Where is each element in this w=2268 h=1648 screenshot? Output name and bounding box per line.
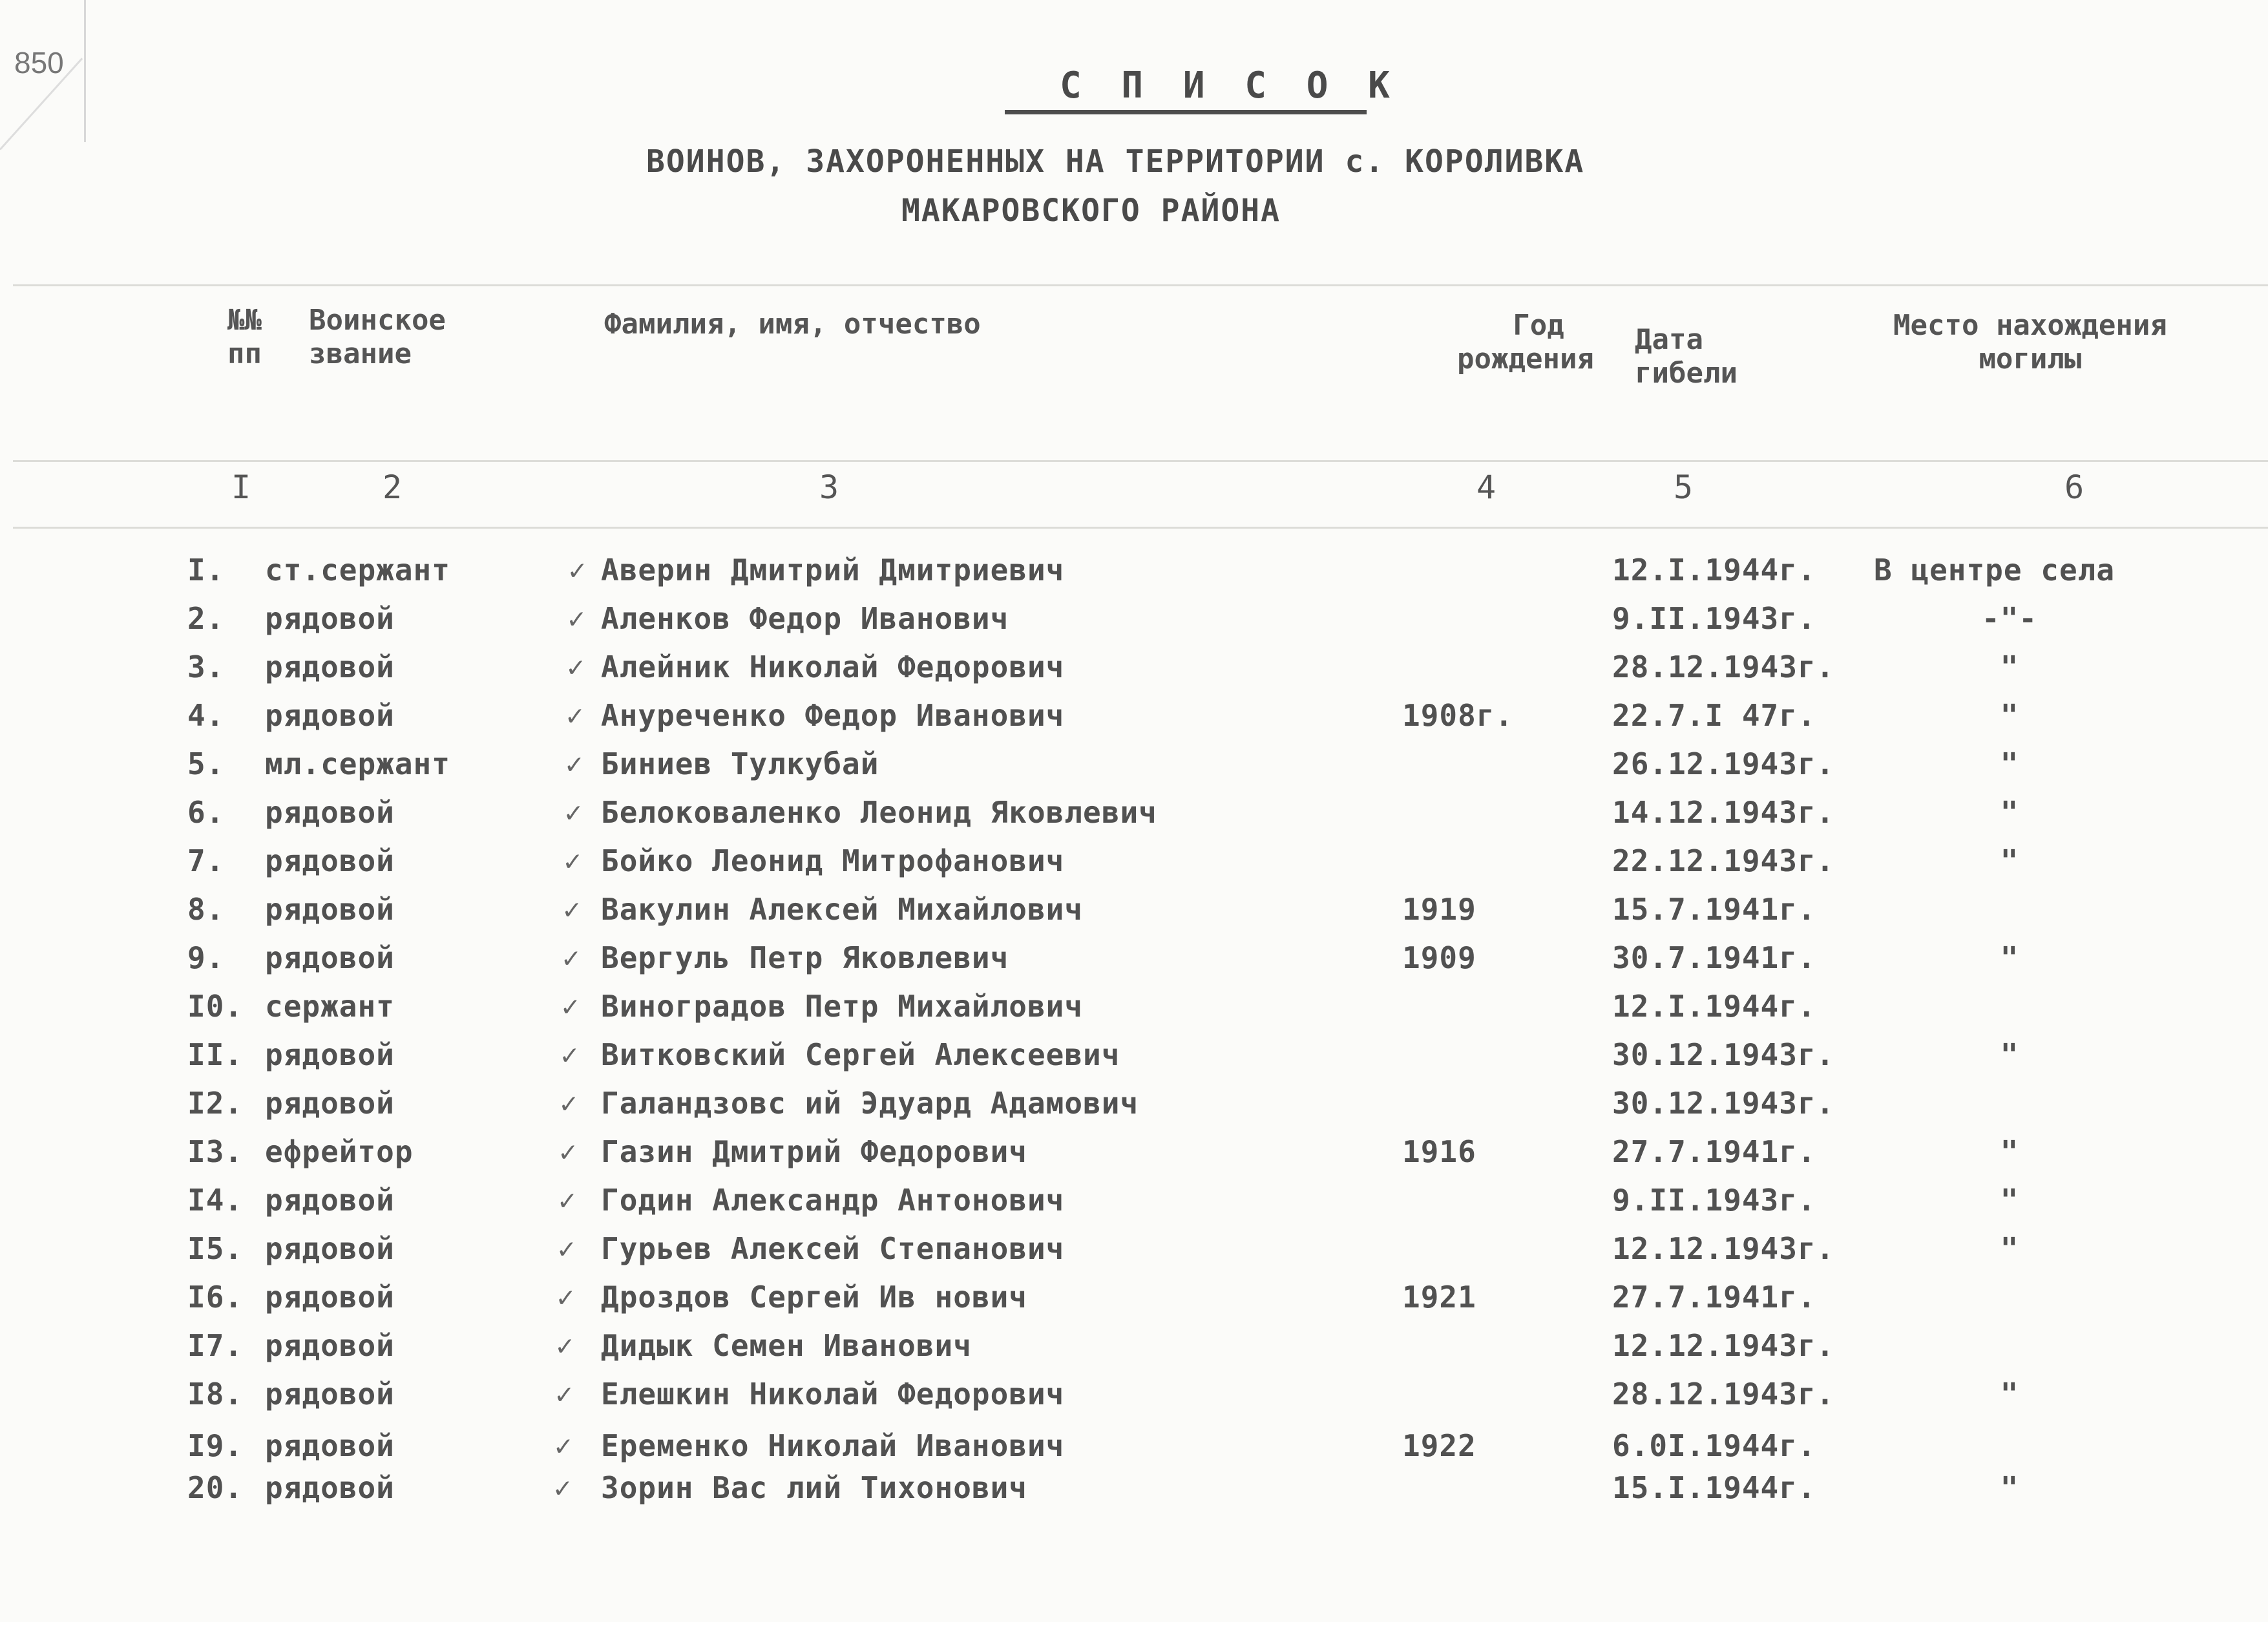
checkmark-icon: ✓	[569, 554, 586, 587]
row-rank: рядовой	[265, 650, 395, 684]
title-underline	[1005, 110, 1367, 114]
row-grave-place: "	[2000, 1134, 2019, 1169]
checkmark-icon: ✓	[567, 651, 585, 684]
row-full-name: Аверин Дмитрий Дмитриевич	[601, 553, 1065, 587]
row-death-date: 26.12.1943г.	[1612, 746, 1835, 781]
row-full-name: Зорин Вас лий Тихонович	[601, 1470, 1027, 1505]
column-number-5: 5	[1674, 469, 1694, 506]
column-header-birth-year: Год рождения	[1457, 309, 1594, 375]
row-death-date: 30.12.1943г.	[1612, 1086, 1835, 1121]
row-number: I9.	[187, 1428, 244, 1463]
row-rank: рядовой	[265, 1183, 395, 1218]
row-full-name: Вакулин Алексей Михайлович	[601, 892, 1084, 927]
page-bottom-margin	[0, 1622, 2268, 1648]
row-number: I.	[187, 553, 225, 587]
row-full-name: Аленков Федор Иванович	[601, 601, 1009, 636]
document-subtitle-line2: МАКАРОВСКОГО РАЙОНА	[901, 193, 1281, 229]
row-grave-place: "	[2000, 940, 2019, 975]
document-title: С П И С О К	[1060, 65, 1399, 107]
row-grave-place: "	[2000, 1231, 2019, 1266]
row-number: I5.	[187, 1231, 244, 1266]
row-birth-year: 1922	[1402, 1428, 1476, 1463]
checkmark-icon: ✓	[554, 1430, 572, 1463]
row-full-name: Вергуль Петр Яковлевич	[601, 940, 1009, 975]
row-rank: рядовой	[265, 1428, 395, 1463]
row-death-date: 30.7.1941г.	[1612, 940, 1816, 975]
row-grave-place: "	[2000, 650, 2019, 684]
row-number: I3.	[187, 1134, 244, 1169]
row-number: 6.	[187, 795, 225, 830]
table-header-rule	[13, 460, 2268, 462]
row-death-date: 6.0I.1944г.	[1612, 1428, 1816, 1463]
row-rank: ефрейтор	[265, 1134, 414, 1169]
checkmark-icon: ✓	[555, 1378, 573, 1411]
checkmark-icon: ✓	[558, 1184, 576, 1217]
checkmark-icon: ✓	[565, 796, 582, 829]
row-grave-place: "	[2000, 1183, 2019, 1218]
row-rank: сержант	[265, 989, 395, 1024]
row-birth-year: 1908г.	[1402, 698, 1514, 733]
column-number-4: 4	[1476, 469, 1496, 506]
row-rank: рядовой	[265, 1280, 395, 1315]
column-header-death-date: Дата гибели	[1635, 323, 1738, 390]
document-subtitle-line1: ВОИНОВ, ЗАХОРОНЕННЫХ НА ТЕРРИТОРИИ с. КОРОЛИВКА	[646, 143, 1585, 180]
row-full-name: Галандзовс ий Эдуард Адамович	[601, 1086, 1139, 1121]
row-rank: рядовой	[265, 795, 395, 830]
row-number: 2.	[187, 601, 225, 636]
row-grave-place: "	[2000, 795, 2019, 830]
checkmark-icon: ✓	[557, 1281, 574, 1314]
row-birth-year: 1921	[1402, 1280, 1476, 1315]
row-full-name: Бойко Леонид Митрофанович	[601, 843, 1065, 878]
row-death-date: 28.12.1943г.	[1612, 650, 1835, 684]
table-numbers-rule	[13, 527, 2268, 529]
row-death-date: 28.12.1943г.	[1612, 1377, 1835, 1411]
row-grave-place: -"-	[1981, 601, 2038, 636]
corner-fold-line	[84, 0, 86, 142]
checkmark-icon: ✓	[566, 699, 583, 732]
column-number-6: 6	[2064, 469, 2084, 506]
row-rank: рядовой	[265, 1328, 395, 1363]
row-grave-place: "	[2000, 1037, 2019, 1072]
table-top-rule	[13, 284, 2268, 286]
row-rank: рядовой	[265, 1377, 395, 1411]
column-header-name: Фамилия, имя, отчество	[604, 308, 981, 341]
row-full-name: Витковский Сергей Алексеевич	[601, 1037, 1120, 1072]
row-grave-place: "	[2000, 698, 2019, 733]
row-full-name: Еременко Николай Иванович	[601, 1428, 1065, 1463]
row-grave-place: В центре села	[1874, 553, 2116, 587]
checkmark-icon: ✓	[559, 1136, 577, 1168]
row-rank: мл.сержант	[265, 746, 450, 781]
checkmark-icon: ✓	[563, 893, 581, 926]
row-death-date: 15.7.1941г.	[1612, 892, 1816, 927]
row-rank: рядовой	[265, 1231, 395, 1266]
row-full-name: Елешкин Николай Федорович	[601, 1377, 1065, 1411]
checkmark-icon: ✓	[562, 990, 579, 1023]
row-full-name: Дроздов Сергей Ив нович	[601, 1280, 1027, 1315]
checkmark-icon: ✓	[562, 942, 580, 975]
row-full-name: Биниев Тулкубай	[601, 746, 879, 781]
row-death-date: 12.I.1944г.	[1612, 553, 1816, 587]
row-grave-place: "	[2000, 1377, 2019, 1411]
row-number: I4.	[187, 1183, 244, 1218]
row-death-date: 22.7.I 47г.	[1612, 698, 1816, 733]
row-death-date: 22.12.1943г.	[1612, 843, 1835, 878]
row-rank: рядовой	[265, 601, 395, 636]
row-number: II.	[187, 1037, 244, 1072]
checkmark-icon: ✓	[560, 1087, 578, 1120]
row-number: I8.	[187, 1377, 244, 1411]
row-death-date: 30.12.1943г.	[1612, 1037, 1835, 1072]
row-rank: рядовой	[265, 1086, 395, 1121]
row-grave-place: "	[2000, 1470, 2019, 1505]
row-rank: ст.сержант	[265, 553, 450, 587]
checkmark-icon: ✓	[565, 748, 583, 781]
row-birth-year: 1916	[1402, 1134, 1476, 1169]
checkmark-icon: ✓	[558, 1232, 575, 1265]
row-number: I7.	[187, 1328, 244, 1363]
checkmark-icon: ✓	[556, 1329, 574, 1362]
row-rank: рядовой	[265, 843, 395, 878]
row-full-name: Белоковаленко Леонид Яковлевич	[601, 795, 1157, 830]
row-death-date: 9.II.1943г.	[1612, 601, 1816, 636]
column-number-1: I	[231, 469, 251, 506]
row-full-name: Годин Александр Антонович	[601, 1183, 1065, 1218]
column-header-rank: Воинское звание	[309, 304, 446, 370]
row-number: I2.	[187, 1086, 244, 1121]
checkmark-icon: ✓	[563, 845, 582, 878]
row-rank: рядовой	[265, 1470, 395, 1505]
row-grave-place: "	[2000, 843, 2019, 878]
row-death-date: 27.7.1941г.	[1612, 1134, 1816, 1169]
row-full-name: Алейник Николай Федорович	[601, 650, 1065, 684]
row-number: I6.	[187, 1280, 244, 1315]
checkmark-icon: ✓	[554, 1472, 571, 1505]
row-number: 7.	[187, 843, 225, 878]
row-full-name: Газин Дмитрий Федорович	[601, 1134, 1027, 1169]
row-full-name: Виноградов Петр Михайлович	[601, 989, 1084, 1024]
row-full-name: Дидык Семен Иванович	[601, 1328, 972, 1363]
row-number: 20.	[187, 1470, 244, 1505]
column-header-number: №№ пп	[227, 304, 262, 370]
row-birth-year: 1909	[1402, 940, 1476, 975]
row-full-name: Гурьев Алексей Степанович	[601, 1231, 1065, 1266]
row-death-date: 12.12.1943г.	[1612, 1231, 1835, 1266]
row-number: 5.	[187, 746, 225, 781]
checkmark-icon: ✓	[561, 1039, 578, 1072]
row-death-date: 9.II.1943г.	[1612, 1183, 1816, 1218]
row-grave-place: "	[2000, 746, 2019, 781]
row-number: 8.	[187, 892, 225, 927]
checkmark-icon: ✓	[567, 602, 585, 635]
row-birth-year: 1919	[1402, 892, 1476, 927]
row-death-date: 12.12.1943г.	[1612, 1328, 1835, 1363]
column-header-grave-place: Место нахождения могилы	[1893, 309, 2167, 375]
row-rank: рядовой	[265, 892, 395, 927]
row-death-date: 12.I.1944г.	[1612, 989, 1816, 1024]
row-number: 3.	[187, 650, 225, 684]
row-number: I0.	[187, 989, 244, 1024]
archive-number: 850	[14, 46, 64, 79]
row-rank: рядовой	[265, 698, 395, 733]
row-death-date: 14.12.1943г.	[1612, 795, 1835, 830]
column-number-3: 3	[819, 469, 839, 506]
row-rank: рядовой	[265, 940, 395, 975]
row-rank: рядовой	[265, 1037, 395, 1072]
row-death-date: 27.7.1941г.	[1612, 1280, 1816, 1315]
row-death-date: 15.I.1944г.	[1612, 1470, 1816, 1505]
column-number-2: 2	[383, 469, 403, 506]
row-full-name: Ануреченко Федор Иванович	[601, 698, 1065, 733]
row-number: 4.	[187, 698, 225, 733]
row-number: 9.	[187, 940, 225, 975]
